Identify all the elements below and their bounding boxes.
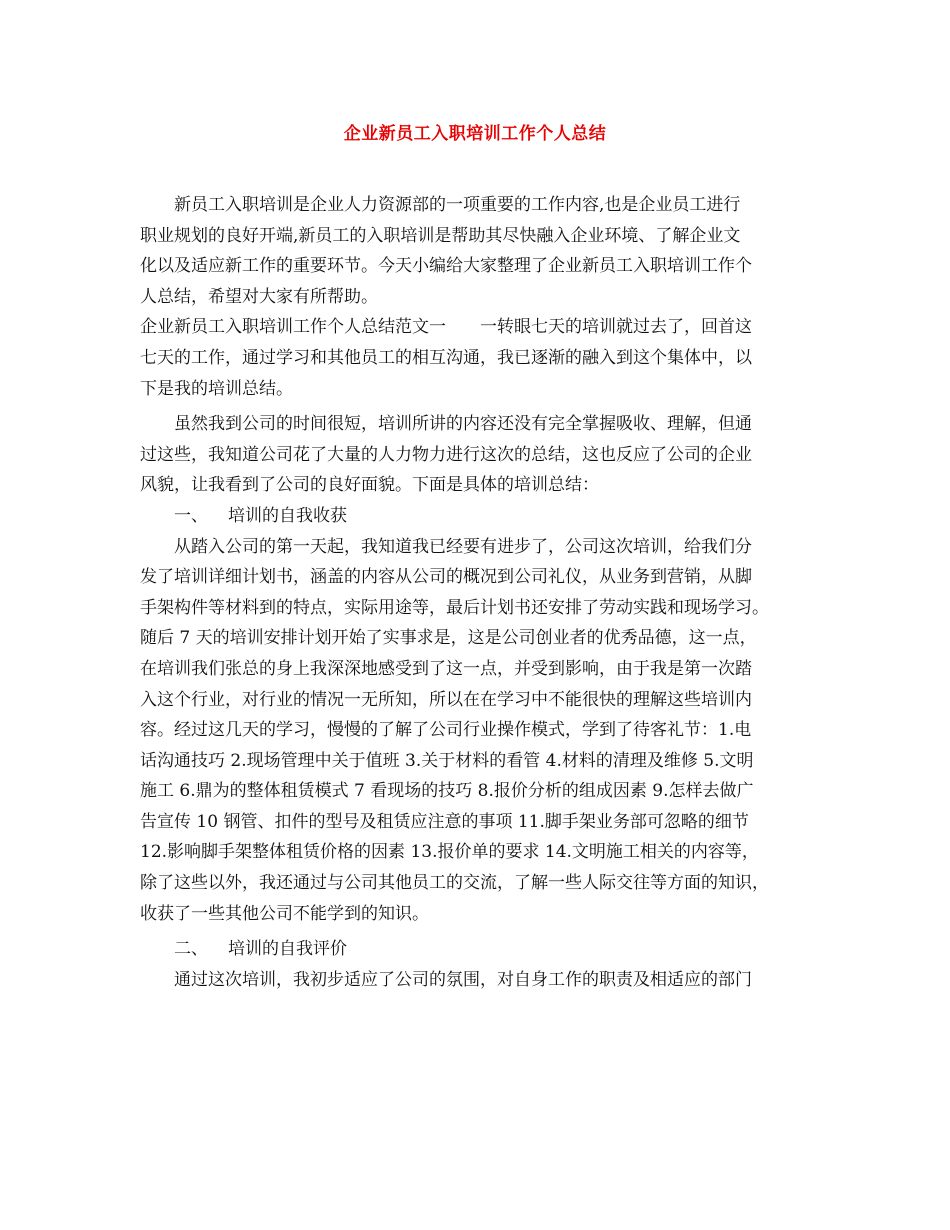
paragraph-line: 除了这些以外，我还通过与公司其他员工的交流，了解一些人际交往等方面的知识， [140, 873, 769, 894]
paragraph-line: 风貌，让我看到了公司的良好面貌。下面是具体的培训总结： [140, 475, 599, 496]
paragraph-line: 收获了一些其他公司不能学到的知识。 [140, 903, 429, 924]
paragraph-line: 随后 7 天的培训安排计划开始了实事求是，这是公司创业者的优秀品德，这一点， [140, 628, 757, 649]
paragraph-line: 从踏入公司的第一天起，我知道我已经要有进步了，公司这次培训，给我们分 [174, 536, 752, 557]
paragraph-line: 过这些，我知道公司花了大量的人力物力进行这次的总结，这也反应了公司的企业 [140, 444, 752, 465]
paragraph-line: 职业规划的良好开端,新员工的入职培训是帮助其尽快融入企业环境、了解企业文 [140, 225, 741, 246]
section-heading [140, 501, 815, 532]
paragraph-line: 12.影响脚手架整体租赁价格的因素 13.报价单的要求 14.文明施工相关的内容等， [140, 842, 759, 863]
section-number: 一、 [174, 505, 208, 526]
section-label: 培训的自我收获 [228, 505, 347, 526]
document-title: 企业新员工入职培训工作个人总结 [343, 124, 607, 144]
paragraph-line: 新员工入职培训是企业人力资源部的一项重要的工作内容,也是企业员工进行 [174, 195, 741, 215]
paragraph-line: 手架构件等材料到的特点，实际用途等，最后计划书还安排了劳动实践和现场学习。 [140, 597, 769, 618]
paragraph-line: 容。经过这几天的学习，慢慢的了解了公司行业操作模式，学到了待客礼节：1.电 [140, 720, 752, 741]
paragraph-line: 施工 6.鼎为的整体租赁模式 7 看现场的技巧 8.报价分析的组成因素 9.怎样去做广 [140, 781, 754, 802]
paragraph-line: 企业新员工入职培训工作个人总结范文一 一转眼七天的培训就过去了，回首这 [140, 317, 752, 338]
section-label: 培训的自我评价 [228, 939, 347, 960]
paragraph-line: 入这个行业，对行业的情况一无所知，所以在在学习中不能很快的理解这些培训内 [140, 689, 752, 710]
paragraph-line: 虽然我到公司的时间很短，培训所讲的内容还没有完全掌握吸收、理解，但通 [174, 414, 752, 435]
paragraph-line: 人总结，希望对大家有所帮助。 [140, 286, 378, 307]
paragraph-line: 话沟通技巧 2.现场管理中关于值班 3.关于材料的看管 4.材料的清理及维修 5.文明 [140, 750, 754, 771]
paragraph-line: 化以及适应新工作的重要环节。今天小编给大家整理了企业新员工入职培训工作个 [140, 256, 752, 277]
paragraph-line: 告宣传 10 钢管、扣件的型号及租赁应注意的事项 11.脚手架业务部可忽略的细节 [140, 811, 749, 832]
section-number: 二、 [174, 939, 208, 960]
paragraph-line: 通过这次培训，我初步适应了公司的氛围，对自身工作的职责及相适应的部门 [174, 969, 752, 990]
section-heading [140, 934, 815, 965]
paragraph-line: 下是我的培训总结。 [140, 378, 293, 399]
paragraph-line: 在培训我们张总的身上我深深地感受到了这一点，并受到影响，由于我是第一次踏 [140, 658, 752, 679]
paragraph-line: 七天的工作，通过学习和其他员工的相互沟通，我已逐渐的融入到这个集体中，以 [140, 347, 752, 368]
paragraph-line: 发了培训详细计划书，涵盖的内容从公司的概况到公司礼仪，从业务到营销，从脚 [140, 567, 752, 588]
document-body [140, 190, 815, 995]
